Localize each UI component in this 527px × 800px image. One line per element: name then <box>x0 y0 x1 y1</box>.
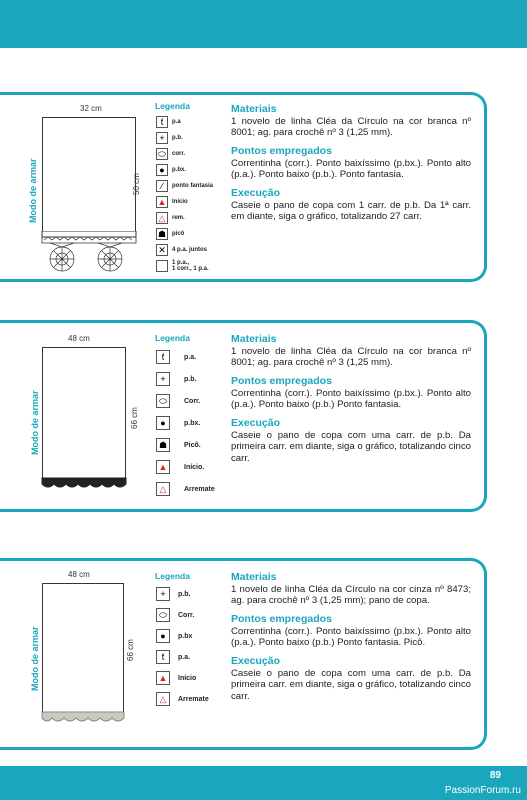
execution-text: Caseie o pano de copa com 1 carr. de p.b. Da 1ª carr. em diante, siga o gráfico, totalizando 27 carr. <box>231 199 471 223</box>
legend-item: ▲ Início. <box>156 460 204 474</box>
instructions-text <box>231 571 471 709</box>
height-dimension: 66 cm <box>130 407 139 429</box>
legend-item: ☗ Picô. <box>156 438 201 452</box>
lace-edging-drawing <box>40 231 138 281</box>
height-dimension: 66 cm <box>126 639 135 661</box>
plus-icon: + <box>156 587 170 601</box>
finish-icon: △ <box>156 482 170 496</box>
plus-icon: + <box>156 372 170 386</box>
top-banner <box>0 0 527 48</box>
legend-item: ● p.bx. <box>156 416 200 430</box>
section-heading: Execução <box>231 417 281 429</box>
materials-text: 1 novelo de linha Cléa da Círculo na cor branca nº 8001; ag. para crochê nº 3 (1,25 mm). <box>231 345 471 369</box>
dot-icon: ● <box>156 164 168 176</box>
legend-item: + p.b. <box>156 372 196 386</box>
towel-diagram <box>42 583 124 715</box>
section-heading: Materiais <box>231 333 277 345</box>
width-dimension: 48 cm <box>68 334 90 343</box>
legend-item: ☗ picô <box>157 228 185 239</box>
picot-icon: ☗ <box>157 228 167 239</box>
oval-chain-icon: ⬭ <box>156 148 168 160</box>
page-number: 89 <box>489 770 501 781</box>
legend-item: ⬭ corr. <box>156 148 185 160</box>
plus-icon: + <box>156 132 168 144</box>
dot-icon: ● <box>156 416 170 430</box>
materials-text: 1 novelo de linha Cléa da Círculo na cor cinza nº 8473; ag. para crochê nº 3 (1,25 mm); pano de copa. <box>231 583 471 607</box>
oval-chain-icon: ⬭ <box>156 608 170 622</box>
pattern-card-1 <box>0 92 487 282</box>
oval-chain-icon: ⬭ <box>156 394 170 408</box>
instructions-text <box>231 333 471 471</box>
materials-text: 1 novelo de linha Cléa da Círculo na cor branca nº 8001; ag. para crochê nº 3 (1,25 mm). <box>231 115 471 139</box>
edging-drawing <box>40 476 128 492</box>
legend-title: Legenda <box>155 101 190 111</box>
execution-text: Caseie o pano de copa com uma carr. de p.b. Da primeira carr. em diante, siga o gráfico, totalizando cinco carr. <box>231 667 471 702</box>
towel-diagram <box>42 347 126 481</box>
height-dimension: 50 cm <box>132 173 141 195</box>
legend-item: ● p.bx <box>156 629 192 643</box>
legend-item: + p.b. <box>156 132 183 144</box>
empty-box-icon <box>156 260 168 272</box>
section-heading: Materiais <box>231 571 277 583</box>
legend-item: ✕ 4 p.a. juntos <box>156 244 207 256</box>
stitches-text: Correntinha (corr.). Ponto baixíssimo (p.bx.). Ponto alto (p.a.). Ponto baixo (p.b.). Ponto fantasia. <box>231 157 471 181</box>
legend-title: Legenda <box>155 333 190 343</box>
stitches-text: Correntinha (corr.). Ponto baixíssimo (p.bx.). Ponto alto (p.a.). Ponto baixo (p.b.) Ponto fantasia. <box>231 387 471 411</box>
section-heading: Pontos empregados <box>231 613 332 625</box>
width-dimension: 48 cm <box>68 570 90 579</box>
section-heading: Pontos empregados <box>231 375 332 387</box>
start-icon: ▲ <box>156 460 170 474</box>
legend-item: ▲ Início <box>156 671 196 685</box>
legend-item: ƭ p.a. <box>156 350 196 364</box>
double-crochet-icon: ƭ <box>156 650 170 664</box>
legend-item: △ Arremate <box>156 482 215 496</box>
dot-icon: ● <box>156 629 170 643</box>
pattern-card-3 <box>0 558 487 750</box>
start-icon: ▲ <box>156 671 170 685</box>
rejoin-icon: △ <box>156 212 168 224</box>
pattern-card-2 <box>0 320 487 512</box>
legend-item: ⬭ Corr. <box>156 394 200 408</box>
section-heading: Execução <box>231 187 281 199</box>
section-heading: Materiais <box>231 103 277 115</box>
legend-item: ⬭ Corr. <box>156 608 194 622</box>
start-icon: ▲ <box>157 196 167 207</box>
watermark: PassionForum.ru <box>444 785 521 796</box>
finish-icon: △ <box>156 692 170 706</box>
width-dimension: 32 cm <box>80 104 102 113</box>
legend-item: ● p.bx. <box>156 164 186 176</box>
execution-text: Caseie o pano de copa com uma carr. de p.b. Da primeira carr. em diante, siga o gráfico, totalizando cinco carr. <box>231 429 471 464</box>
legend-item: △ rem. <box>156 212 185 224</box>
legend-item: ƭ p.a <box>156 116 181 128</box>
fancy-stitch-icon: ∕ <box>156 180 168 192</box>
edging-drawing <box>40 710 126 726</box>
double-crochet-icon: ƭ <box>156 116 168 128</box>
double-crochet-icon: ƭ <box>156 350 170 364</box>
legend-title: Legenda <box>155 571 190 581</box>
legend-item: ▲ Início <box>157 196 188 207</box>
assembly-label: Modo de armar <box>30 626 40 691</box>
cross-box-icon: ✕ <box>156 244 168 256</box>
section-heading: Execução <box>231 655 281 667</box>
section-heading: Pontos empregados <box>231 145 332 157</box>
assembly-label: Modo de armar <box>30 390 40 455</box>
instructions-text <box>231 103 471 229</box>
towel-diagram <box>42 117 136 237</box>
legend-item: ƭ p.a. <box>156 650 190 664</box>
legend-item: + p.b. <box>156 587 190 601</box>
legend-item: ∕ ponto fantasia <box>156 180 213 192</box>
legend-item: 1 p.a., 1 corr., 1 p.a. <box>156 260 209 273</box>
stitches-text: Correntinha (corr.). Ponto baixíssimo (p.bx.). Ponto alto (p.a.). Ponto baixo (p.b.) Ponto fantasia. Picô. <box>231 625 471 649</box>
assembly-label: Modo de armar <box>28 158 38 223</box>
picot-icon: ☗ <box>156 438 170 452</box>
legend-item: △ Arremate <box>156 692 209 706</box>
